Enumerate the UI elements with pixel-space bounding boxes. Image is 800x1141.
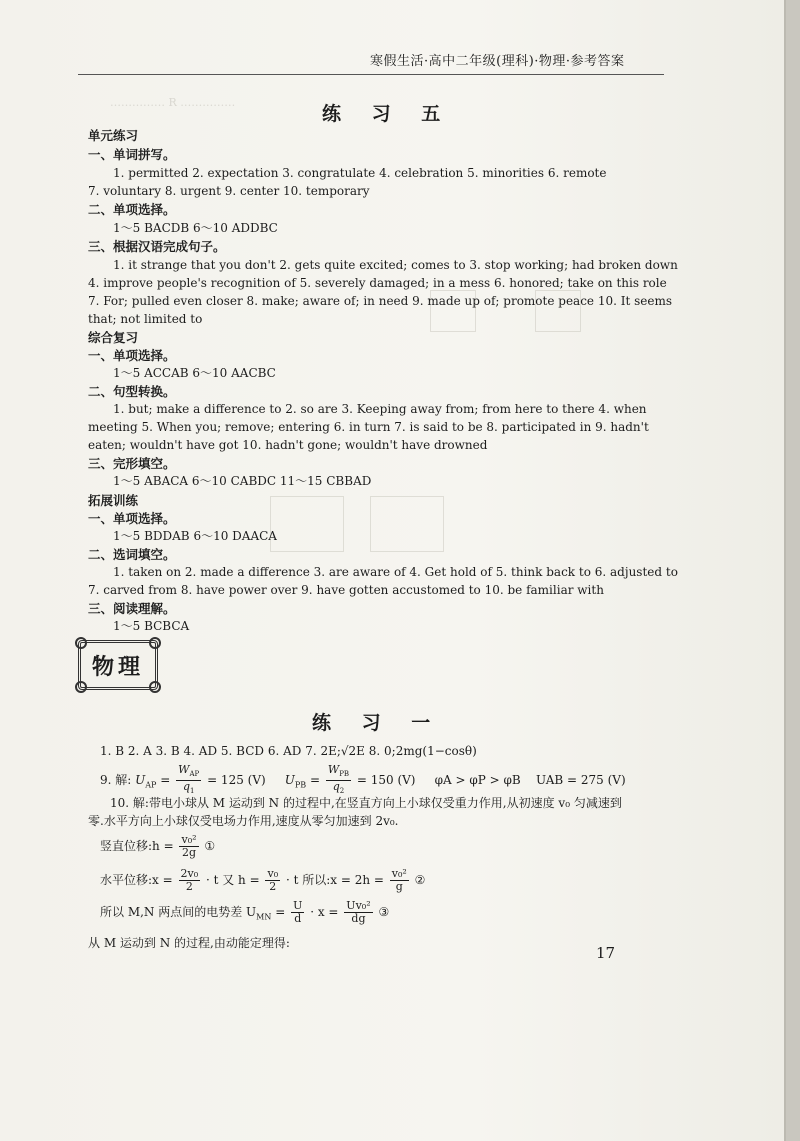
fraction-numerator: $W_{AP}$ [176, 764, 201, 781]
value: = 125 (V) [207, 773, 266, 788]
answer-line: 从 M 运动到 N 的过程,由动能定理得: [88, 936, 290, 950]
fraction-denominator: $q_1$ [182, 780, 195, 796]
fraction-numerator: v₀² [391, 867, 407, 880]
bleed-through-figure [370, 496, 444, 552]
badge-label: 物理 [91, 654, 144, 680]
fraction-denominator: $q_2$ [332, 780, 345, 796]
equation-number: ② [414, 873, 426, 887]
question-heading: 二、单项选择。 [88, 202, 176, 217]
equation-text: · x = [310, 905, 339, 919]
answer-line: eaten; wouldn't have got 10. hadn't gone; wouldn't have drowned [88, 438, 488, 452]
physics-exercise-title: 练 习 一 [312, 712, 443, 734]
fraction-denominator: dg [351, 912, 366, 925]
section-heading: 综合复习 [88, 330, 139, 345]
answer-line: 1. but; make a difference to 2. so are 3. Keeping away from; from here to there 4. when [113, 402, 647, 416]
answer-line: 1～5 ACCAB 6～10 AACBC [113, 366, 276, 380]
section-heading: 拓展训练 [88, 493, 139, 508]
fraction-numerator: 2v₀ [180, 867, 199, 880]
variable-u: U [284, 773, 295, 788]
fraction-numerator: U [293, 899, 303, 912]
fraction-denominator: 2 [269, 880, 277, 893]
page-edge [786, 0, 800, 1141]
running-header: 寒假生活·高中二年级(理科)·物理·参考答案 [370, 54, 625, 69]
answer-line: 10. 解:带电小球从 M 运动到 N 的过程中,在竖直方向上小球仅受重力作用,从初速度 v₀ 匀减速到 [110, 796, 622, 810]
equation-label: 竖直位移:h = [100, 839, 174, 853]
fraction-denominator: g [395, 880, 403, 893]
bleed-through: …………… R …………… [110, 96, 236, 109]
fraction [344, 900, 372, 925]
question-heading: 一、单词拼写。 [88, 147, 176, 162]
equals-sign: = [309, 773, 321, 788]
question-heading: 三、阅读理解。 [88, 601, 176, 616]
horizontal-displacement-equation [100, 868, 425, 893]
answer-line: 7. carved from 8. have power over 9. have gotten accustomed to 10. be familiar with [88, 583, 604, 597]
fraction [179, 868, 201, 893]
question-heading: 三、根据汉语完成句子。 [88, 239, 226, 254]
variable-u: U [135, 773, 146, 788]
answer-line: 7. For; pulled even closer 8. make; aware of; in need 9. made up of; promote peace 10. It seems [88, 294, 673, 308]
answer-line: 1. taken on 2. made a difference 3. are aware of 4. Get hold of 5. think back to 6. adjusted to [113, 565, 678, 579]
equals-sign: = [275, 905, 286, 919]
badge-corner-ornament [149, 637, 161, 649]
answer-line: that; not limited to [88, 312, 203, 326]
physics-section-badge [78, 640, 158, 690]
english-exercise-title: 练 习 五 [322, 103, 453, 125]
equals-sign: = [160, 773, 171, 788]
question-heading: 一、单项选择。 [88, 511, 176, 526]
answer-line: 1～5 BCBCA [113, 619, 190, 633]
answer-line: 1. it strange that you don't 2. gets quite excited; comes to 3. stop working; had broken down [113, 258, 678, 272]
answer-line: 1～5 ABACA 6～10 CABDC 11～15 CBBAD [113, 474, 372, 488]
fraction-numerator: v₀ [267, 867, 279, 880]
equation-label: 所以 M,N 两点间的电势差 U [100, 905, 257, 919]
fraction-denominator: d [294, 912, 302, 925]
fraction [291, 900, 304, 925]
vertical-displacement-equation [100, 834, 215, 859]
question-heading: 一、单项选择。 [88, 348, 176, 363]
equation-number: ① [204, 839, 216, 853]
answer-line: 7. voluntary 8. urgent 9. center 10. temporary [88, 184, 370, 198]
value: UAB = 275 (V) [535, 773, 626, 788]
fraction [176, 764, 201, 797]
fraction [326, 764, 351, 797]
fraction [390, 868, 409, 893]
header-rule [78, 74, 664, 75]
fraction-numerator: $W_{PB}$ [326, 764, 351, 781]
fraction-numerator: Uv₀² [346, 899, 371, 912]
page-number: 17 [596, 944, 616, 962]
fraction-numerator: v₀² [181, 833, 197, 846]
badge-corner-ornament [75, 681, 87, 693]
fraction-denominator: 2 [185, 880, 193, 893]
equation-number: ③ [378, 905, 390, 919]
fraction-denominator: 2g [181, 846, 197, 859]
solution-label: 9. 解: [100, 773, 132, 788]
subscript: PB [294, 780, 307, 790]
question-heading: 二、句型转换。 [88, 384, 176, 399]
equation-text: · t 又 h = [205, 873, 260, 887]
answer-line: 1. permitted 2. expectation 3. congratulate 4. celebration 5. minorities 6. remote [113, 166, 607, 180]
fraction [179, 834, 198, 859]
answer-line: 1. B 2. A 3. B 4. AD 5. BCD 6. AD 7. 2E;√2E 8. 0;2mg(1−cosθ) [100, 744, 477, 758]
subscript: AP [145, 780, 157, 790]
bleed-through-figure [270, 496, 344, 552]
subscript: MN [256, 912, 272, 922]
section-heading: 单元练习 [88, 128, 139, 143]
equation-label: 水平位移:x = [100, 873, 173, 887]
question-heading: 三、完形填空。 [88, 456, 176, 471]
question-heading: 二、选词填空。 [88, 547, 176, 562]
fraction [265, 868, 280, 893]
answer-line: 零.水平方向上小球仅受电场力作用,速度从零匀加速到 2v₀. [88, 814, 399, 828]
equation-text: · t 所以:x = 2h = [285, 873, 384, 887]
badge-corner-ornament [75, 637, 87, 649]
question-9-solution [100, 764, 626, 797]
badge-corner-ornament [149, 681, 161, 693]
answer-line: 1～5 BACDB 6～10 ADDBC [113, 221, 278, 235]
value: = 150 (V) [356, 773, 416, 788]
answer-line: 1～5 BDDAB 6～10 DAACA [113, 529, 277, 543]
answer-line: meeting 5. When you; remove; entering 6. in turn 7. is said to be 8. participated in 9. hadn't [88, 420, 649, 434]
potential-order: φA > φP > φB [434, 773, 521, 788]
potential-difference-equation [100, 900, 389, 926]
answer-line: 4. improve people's recognition of 5. severely damaged; in a mess 6. honored; take on this role [88, 276, 667, 290]
